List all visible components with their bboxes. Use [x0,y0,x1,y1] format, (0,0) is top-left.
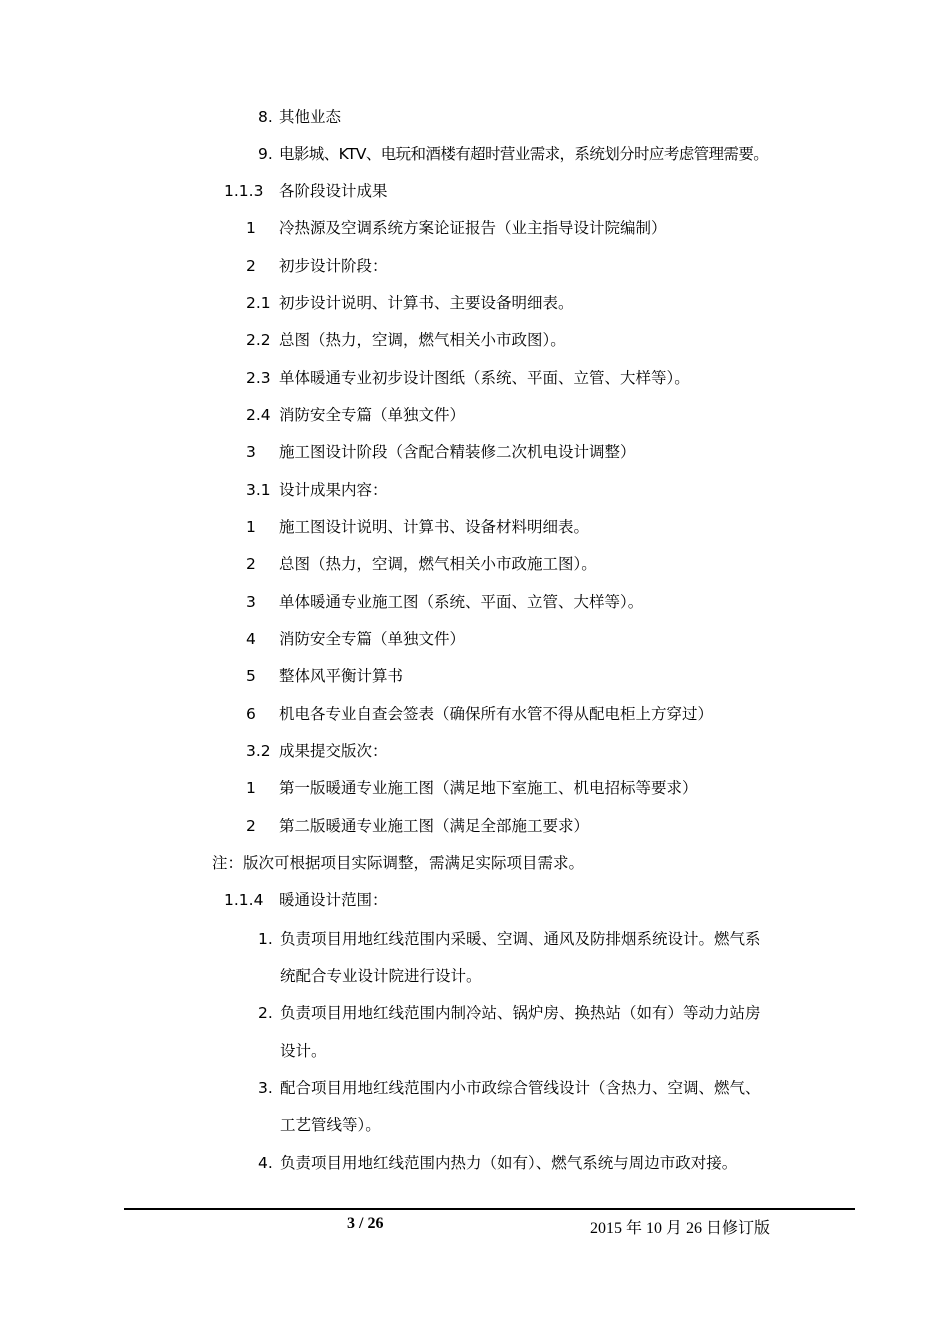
section-number: 1.1.4 [224,891,264,909]
item-text: 整体风平衡计算书 [279,667,404,685]
item-text: 负责项目用地红线范围内采暖、空调、通风及防排烟系统设计。燃气系 [280,930,761,948]
item-number: 9. [258,145,273,163]
item-number: 4 [246,630,256,648]
item-text: 电影城、KTV、电玩和酒楼有超时营业需求，系统划分时应考虑管理需要。 [279,145,769,163]
item-number: 2 [246,257,256,275]
item-number: 3 [246,443,256,461]
item-text: 单体暖通专业初步设计图纸（系统、平面、立管、大样等）。 [279,369,690,387]
page-number: 3 / 26 [347,1215,384,1232]
item-text: 负责项目用地红线范围内制冷站、锅炉房、换热站（如有）等动力站房 [280,1004,761,1022]
item-text: 冷热源及空调系统方案论证报告（业主指导设计院编制） [279,219,667,237]
item-number: 5 [246,667,256,685]
item-number: 3.2 [246,742,271,760]
item-number: 2.2 [246,331,271,349]
item-number: 1 [246,219,256,237]
item-text: 机电各专业自查会签表（确保所有水管不得从配电柜上方穿过） [279,705,714,723]
item-text: 工艺管线等）。 [280,1116,381,1134]
item-text: 其他业态 [279,108,342,126]
item-number: 1. [258,930,273,948]
item-text: 统配合专业设计院进行设计。 [280,967,482,985]
item-text: 单体暖通专业施工图（系统、平面、立管、大样等）。 [279,593,644,611]
note-text: 注：版次可根据项目实际调整，需满足实际项目需求。 [212,854,585,872]
item-number: 2 [246,817,256,835]
item-number: 3. [258,1079,273,1097]
item-number: 3 [246,593,256,611]
item-text: 配合项目用地红线范围内小市政综合管线设计（含热力、空调、燃气、 [280,1079,761,1097]
item-text: 设计。 [280,1042,327,1060]
item-number: 2. [258,1004,273,1022]
item-text: 总图（热力，空调，燃气相关小市政图）。 [279,331,566,349]
item-text: 初步设计阶段： [279,257,388,275]
item-number: 2.1 [246,294,271,312]
item-text: 施工图设计阶段（含配合精装修二次机电设计调整） [279,443,636,461]
footer-divider [124,1208,855,1210]
item-text: 负责项目用地红线范围内热力（如有）、燃气系统与周边市政对接。 [280,1154,738,1172]
item-number: 2 [246,555,256,573]
item-number: 3.1 [246,481,271,499]
item-number: 8. [258,108,273,126]
item-text: 消防安全专篇（单独文件） [279,630,466,648]
section-title: 各阶段设计成果 [279,182,388,200]
item-text: 初步设计说明、计算书、主要设备明细表。 [279,294,574,312]
item-number: 4. [258,1154,273,1172]
item-text: 消防安全专篇（单独文件） [279,406,466,424]
item-text: 总图（热力，空调，燃气相关小市政施工图）。 [279,555,597,573]
section-title: 暖通设计范围： [279,891,388,909]
item-number: 1 [246,518,256,536]
item-text: 第一版暖通专业施工图（满足地下室施工、机电招标等要求） [279,779,698,797]
item-text: 第二版暖通专业施工图（满足全部施工要求） [279,817,590,835]
revision-date: 2015 年 10 月 26 日修订版 [590,1220,771,1237]
item-number: 2.4 [246,406,271,424]
section-number: 1.1.3 [224,182,264,200]
item-number: 2.3 [246,369,271,387]
item-text: 施工图设计说明、计算书、设备材料明细表。 [279,518,590,536]
item-number: 6 [246,705,256,723]
item-text: 成果提交版次： [279,742,388,760]
item-number: 1 [246,779,256,797]
item-text: 设计成果内容： [279,481,388,499]
